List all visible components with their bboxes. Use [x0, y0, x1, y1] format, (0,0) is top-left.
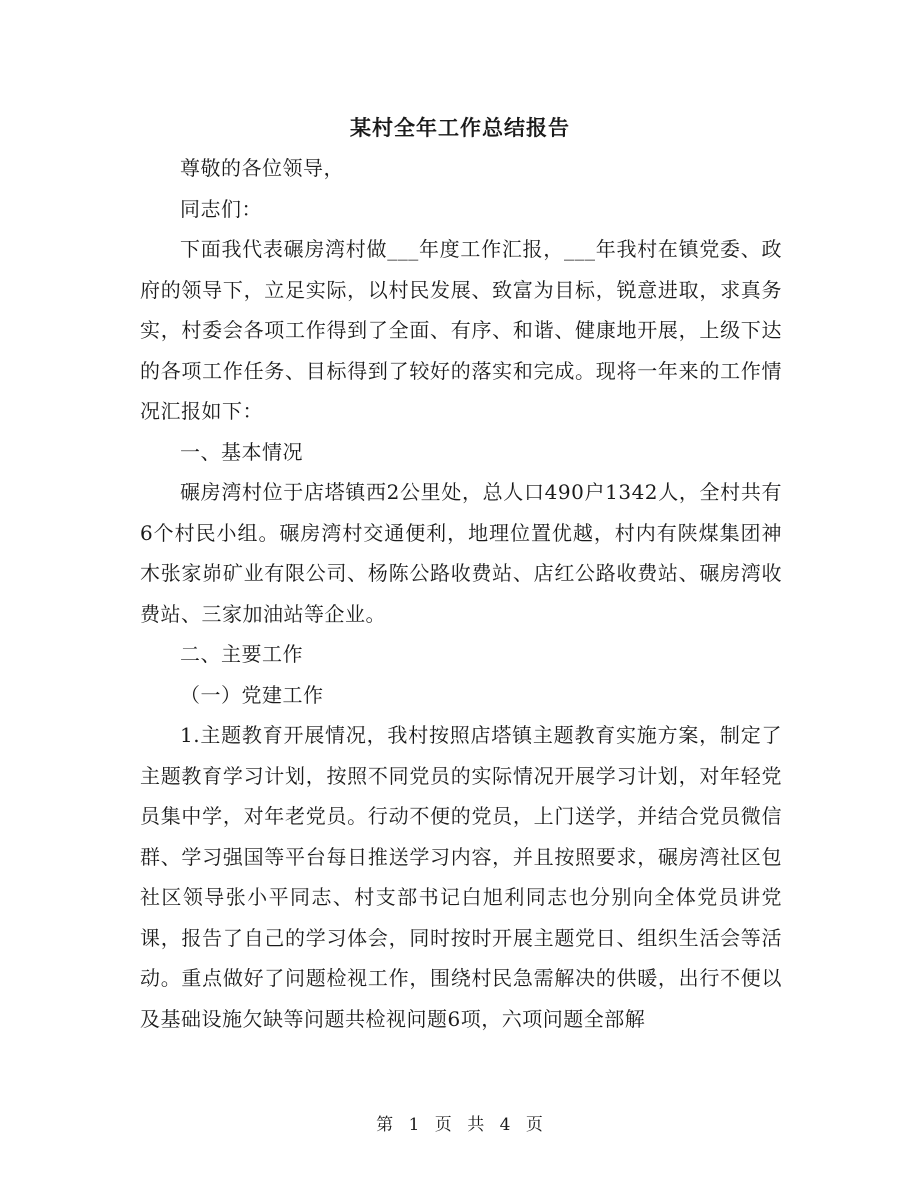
footer-mid1: 页 — [434, 1115, 453, 1135]
basic-info-paragraph: 碾房湾村位于店塔镇西2公里处，总人口490户1342人，全村共有6个村民小组。碾房湾村交通便利，地理位置优越，村内有陕煤集团神木张家峁矿业有限公司、杨陈公路收费站、店红公路收费站、碾房湾收费站、三家加油站等企业。 — [140, 480, 782, 626]
salutation-comrades: 同志们： — [180, 196, 262, 221]
footer-total-pages: 4 — [499, 1115, 512, 1135]
footer-suffix: 页 — [525, 1115, 544, 1135]
page-footer — [0, 1110, 920, 1135]
subsection-heading-party: （一）党建工作 — [180, 682, 324, 707]
document-title: 某村全年工作总结报告 — [350, 116, 570, 140]
footer-mid2: 共 — [467, 1115, 486, 1135]
salutation-leaders: 尊敬的各位领导， — [180, 156, 344, 180]
document-body — [140, 148, 782, 1039]
section-heading-main-work: 二、主要工作 — [180, 642, 303, 666]
section-heading-basic: 一、基本情况 — [180, 439, 303, 464]
footer-current-page: 1 — [408, 1115, 421, 1135]
party-work-paragraph: 1.主题教育开展情况，我村按照店塔镇主题教育实施方案，制定了主题教育学习计划，按照不同党员的实际情况开展学习计划，对年轻党员集中学，对年老党员。行动不便的党员，上门送学，并结合党员微信群、学习强国等平台每日推送学习内容，并且按照要求，碾房湾社区包社区领导张小平同志、村支部书记白旭利同志也分别向全体党员讲党课，报告了自己的学习体会，同时按时开展主题党日、组织生活会等活动。重点做好了问题检视工作，围绕村民急需解决的供暖，出行不便以及基础设施欠缺等问题共检视问题6项，六项问题全部解 — [140, 723, 782, 1031]
footer-prefix: 第 — [376, 1115, 395, 1135]
intro-paragraph: 下面我代表碾房湾村做___年度工作汇报，___年我村在镇党委、政府的领导下，立足实际，以村民发展、致富为目标，锐意进取，求真务实，村委会各项工作得到了全面、有序、和谐、健康地开展，上级下达的各项工作任务、目标得到了较好的落实和完成。现将一年来的工作情况汇报如下： — [140, 237, 782, 423]
